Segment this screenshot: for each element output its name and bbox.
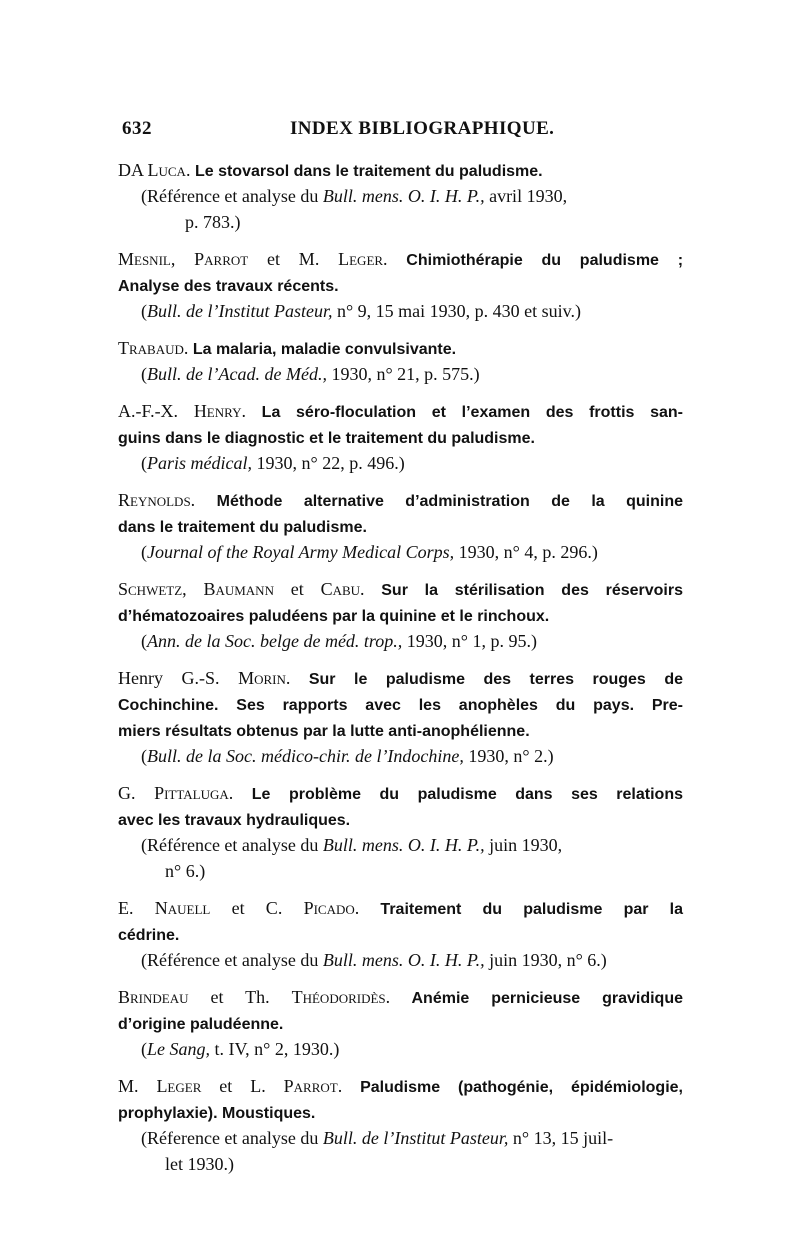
author-name: Schwetz, Baumann (118, 579, 274, 599)
author-name: DA Luca. (118, 160, 191, 180)
bibliography-entry (118, 780, 683, 884)
entry-line (118, 298, 683, 324)
citation-text: Henry G.-S. (118, 668, 239, 688)
journal-title: Bull. de l’Acad. de Méd., (147, 364, 327, 384)
bibliography-entry (118, 246, 683, 324)
citation-text: ( (141, 453, 147, 473)
article-title: Le stovarsol dans le traitement du paludisme. (194, 163, 543, 180)
citation-text: ( (141, 631, 147, 651)
author-name: Théodoridès. (291, 987, 391, 1007)
citation-text: et C. (210, 898, 304, 918)
bibliography-entry (118, 335, 683, 387)
entry-line (118, 1073, 683, 1099)
author-name: Picado. (303, 898, 360, 918)
journal-title: Ann. de la Soc. belge de méd. trop., (147, 631, 403, 651)
citation-text: (Référence et analyse du (141, 950, 323, 970)
citation-text: A.-F.-X. (118, 401, 194, 421)
article-title: La séro-floculation et l’examen des frottis san- (245, 404, 683, 421)
article-title: miers résultats obtenus par la lutte anti-anophélienne. (118, 723, 530, 740)
entry-line (118, 743, 683, 769)
entry-line (118, 832, 683, 858)
article-title: Le problème du paludisme dans ses relations (233, 786, 683, 803)
entry-line (118, 858, 683, 884)
citation-text: 1930, n° 22, p. 496.) (252, 453, 405, 473)
entry-line (118, 424, 683, 450)
entry-line (118, 576, 683, 602)
citation-text: 1930, n° 4, p. 296.) (454, 542, 598, 562)
bibliography-entry (118, 895, 683, 973)
citation-text: ( (141, 542, 147, 562)
author-name: Leger (156, 1076, 202, 1096)
author-name: Brindeau (118, 987, 189, 1007)
entry-line (118, 947, 683, 973)
entry-line (118, 1099, 683, 1125)
citation-text: 1930, n° 21, p. 575.) (326, 364, 480, 384)
author-name: Reynolds. (118, 490, 196, 510)
article-title: avec les travaux hydrauliques. (118, 812, 351, 829)
author-name: Morin. (238, 668, 291, 688)
entry-line (118, 602, 683, 628)
bibliography-entry (118, 1073, 683, 1177)
citation-text: 1930, n° 1, p. 95.) (402, 631, 537, 651)
page-header (0, 118, 800, 148)
article-title: Traitement du paludisme par la (359, 901, 684, 918)
article-title: dans le traitement du paludisme. (118, 519, 367, 536)
journal-title: Bull. de la Soc. médico-chir. de l’Indochine, (147, 746, 464, 766)
citation-text: et L. (201, 1076, 284, 1096)
article-title: d’hématozoaires paludéens par la quinine et le rinchoux. (118, 608, 550, 625)
entry-line (118, 1010, 683, 1036)
citation-text: juin 1930, n° 6.) (484, 950, 607, 970)
bibliography-entry (118, 398, 683, 476)
page-number: 632 (122, 118, 152, 139)
citation-text: 1930, n° 2.) (463, 746, 554, 766)
citation-text: ( (141, 301, 147, 321)
article-title: Méthode alternative d’administration de la quinine (195, 493, 683, 510)
article-title: Sur la stérilisation des réservoirs (364, 582, 683, 599)
article-title: Chimiothérapie du paludisme ; (387, 252, 684, 269)
article-title: Analyse des travaux récents. (118, 278, 339, 295)
entry-line (118, 1036, 683, 1062)
citation-text: juin 1930, (484, 835, 563, 855)
bibliography-entry (118, 984, 683, 1062)
article-title: prophylaxie). Moustiques. (118, 1105, 316, 1122)
entry-line (118, 246, 683, 272)
author-name: Henry. (193, 401, 246, 421)
entry-line (118, 691, 683, 717)
entry-line (118, 335, 683, 361)
bibliography-entry (118, 157, 683, 235)
author-name: Mesnil, Parrot (118, 249, 249, 269)
citation-text: ( (141, 1039, 147, 1059)
author-name: Parrot. (283, 1076, 343, 1096)
entry-line (118, 806, 683, 832)
entry-line (118, 157, 683, 183)
journal-title: Bull. mens. O. I. H. P., (322, 835, 485, 855)
entry-line (118, 487, 683, 513)
citation-text: avril 1930, (484, 186, 568, 206)
running-title: INDEX BIBLIOGRAPHIQUE. (290, 118, 555, 139)
citation-text: E. (118, 898, 155, 918)
entry-line (118, 665, 683, 691)
entry-line (118, 539, 683, 565)
journal-title: Paris médical, (147, 453, 252, 473)
journal-title: Bull. de l’Institut Pasteur, (322, 1128, 509, 1148)
journal-title: Bull. mens. O. I. H. P., (322, 186, 485, 206)
citation-text: ( (141, 364, 147, 384)
citation-text: et (273, 579, 321, 599)
journal-title: Journal of the Royal Army Medical Corps, (147, 542, 455, 562)
author-name: Pittaluga. (154, 783, 234, 803)
entry-line (118, 398, 683, 424)
citation-text: p. 783.) (185, 212, 241, 232)
entry-line (118, 717, 683, 743)
entry-line (118, 513, 683, 539)
author-name: Cabu. (320, 579, 365, 599)
entry-line (118, 921, 683, 947)
author-name: Nauell (154, 898, 211, 918)
citation-text: n° 13, 15 juil- (508, 1128, 614, 1148)
article-title: Cochinchine. Ses rapports avec les anophèles du pays. Pre- (118, 697, 683, 714)
article-title: guins dans le diagnostic et le traitement du paludisme. (118, 430, 535, 447)
entry-line (118, 209, 683, 235)
citation-text: et M. (248, 249, 339, 269)
citation-text: (Référence et analyse du (141, 186, 323, 206)
author-name: Trabaud. (118, 338, 189, 358)
article-title: Anémie pernicieuse gravidique (390, 990, 683, 1007)
citation-text: M. (118, 1076, 157, 1096)
entry-line (118, 1125, 683, 1151)
journal-title: Bull. mens. O. I. H. P., (322, 950, 485, 970)
entry-line (118, 628, 683, 654)
bibliography-entry (118, 487, 683, 565)
journal-title: Le Sang, (147, 1039, 210, 1059)
entry-line (118, 450, 683, 476)
bibliography-entry (118, 576, 683, 654)
entry-line (118, 895, 683, 921)
citation-text: n° 9, 15 mai 1930, p. 430 et suiv.) (332, 301, 581, 321)
bibliography-list (118, 157, 683, 1188)
entry-line (118, 361, 683, 387)
citation-text: G. (118, 783, 155, 803)
citation-text: t. IV, n° 2, 1930.) (210, 1039, 340, 1059)
entry-line (118, 984, 683, 1010)
citation-text: let 1930.) (165, 1154, 234, 1174)
entry-line (118, 1151, 683, 1177)
article-title: cédrine. (118, 927, 180, 944)
entry-line (118, 780, 683, 806)
journal-title: Bull. de l’Institut Pasteur, (147, 301, 333, 321)
citation-text: ( (141, 746, 147, 766)
citation-text: (Référence et analyse du (141, 835, 323, 855)
citation-text: (Réference et analyse du (141, 1128, 323, 1148)
entry-line (118, 272, 683, 298)
article-title: d’origine paludéenne. (118, 1016, 284, 1033)
author-name: Leger. (338, 249, 388, 269)
bibliography-entry (118, 665, 683, 769)
article-title: La malaria, maladie convulsivante. (188, 341, 457, 358)
entry-line (118, 183, 683, 209)
article-title: Sur le paludisme des terres rouges de (290, 671, 683, 688)
citation-text: n° 6.) (165, 861, 206, 881)
article-title: Paludisme (pathogénie, épidémiologie, (342, 1079, 683, 1096)
citation-text: et Th. (188, 987, 292, 1007)
